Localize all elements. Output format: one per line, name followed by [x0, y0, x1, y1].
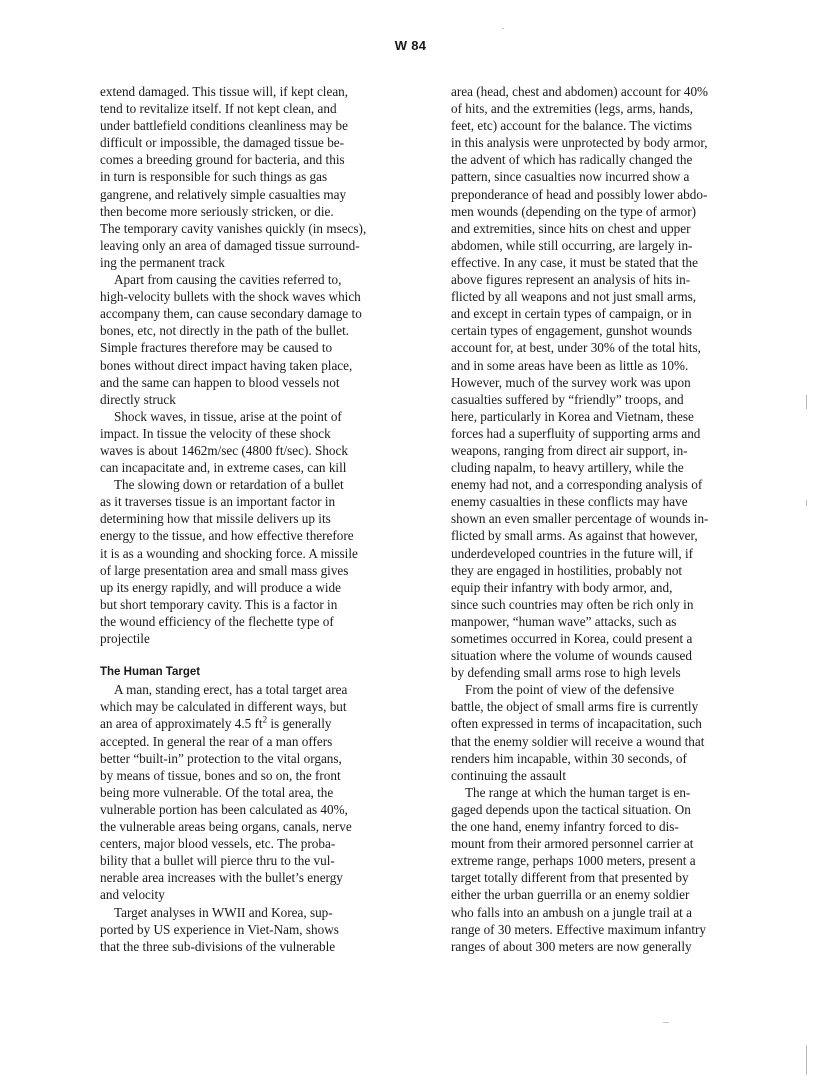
scan-mark — [806, 395, 807, 409]
text-line: in turn is responsible for such things as gas — [100, 169, 328, 185]
section-heading: The Human Target — [100, 666, 201, 679]
text-line: by means of tissue, bones and so on, the front — [100, 767, 341, 783]
text-line: either the urban guerrilla or an enemy soldier — [451, 887, 690, 903]
text-line: impact. In tissue the velocity of these shock — [100, 425, 331, 441]
text-line: the one hand, enemy infantry forced to dis- — [451, 819, 679, 835]
text-line: can incapacitate and, in extreme cases, can kill — [100, 460, 347, 476]
scan-mark — [806, 1045, 807, 1075]
text-line: here, particularly in Korea and Vietnam, these — [451, 408, 694, 424]
text-line: and velocity — [100, 887, 165, 903]
text-line: weapons, ranging from direct air support, in- — [451, 442, 688, 458]
text-line: preponderance of head and possibly lower abdo- — [451, 186, 708, 202]
text-line: situation where the volume of wounds caused — [451, 648, 692, 664]
text-line: The temporary cavity vanishes quickly (in msecs), — [100, 220, 367, 236]
text-line: that the enemy soldier will receive a wound that — [451, 733, 705, 749]
text-line: area (head, chest and abdomen) account for 40% — [451, 84, 709, 99]
text-line: range of 30 meters. Effective maximum infantry — [451, 921, 706, 937]
text-line: centers, major blood vessels, etc. The proba- — [100, 836, 336, 852]
text-line: account for, at best, under 30% of the total hits, — [451, 340, 701, 356]
scan-mark — [806, 500, 807, 506]
text-line: However, much of the survey work was upon — [451, 374, 691, 390]
text-line: A man, standing erect, has a total target area — [114, 682, 348, 698]
scan-speck — [663, 1022, 669, 1023]
left-column — [100, 83, 405, 955]
paragraph — [100, 681, 405, 903]
text-line: men wounds (depending on the type of armor) — [451, 203, 697, 219]
right-column — [451, 83, 763, 955]
text-line: underdeveloped countries in the future will, if — [451, 545, 694, 561]
text-line: gaged depends upon the tactical situation. On — [451, 801, 691, 817]
text-line: high-velocity bullets with the shock waves which — [100, 289, 361, 305]
text-line: the advent of which has radically changed the — [451, 152, 693, 168]
paragraph — [451, 784, 763, 955]
text-line: by defending small arms rose to high levels — [451, 665, 681, 681]
text-line: and in some areas have been as little as 10%. — [451, 357, 689, 373]
text-line: flicted by small arms. As against that however, — [451, 528, 698, 544]
text-line: up its energy rapidly, and will produce a wide — [100, 579, 341, 595]
text-line: then become more seriously stricken, or die. — [100, 203, 334, 219]
paragraph — [451, 681, 763, 784]
text-line: comes a breeding ground for bacteria, and this — [100, 152, 345, 168]
text-line: leaving only an area of damaged tissue surround- — [100, 237, 360, 253]
text-line: battle, the object of small arms fire is currently — [451, 699, 699, 715]
text-line: as it traverses tissue is an important factor in — [100, 494, 336, 510]
text-line: often expressed in terms of incapacitation, such — [451, 716, 702, 732]
text-line: extend damaged. This tissue will, if kept clean, — [100, 84, 349, 99]
text-line: under battlefield conditions cleanliness may be — [100, 118, 348, 134]
page-number: W 84 — [394, 38, 427, 53]
text-line: and the same can happen to blood vessels not — [100, 374, 340, 390]
paragraph — [100, 904, 405, 955]
text-line: mount from their armored personnel carrier at — [451, 836, 694, 852]
text-line: accepted. In general the rear of a man offers — [100, 733, 333, 749]
text-line: renders him incapable, within 30 seconds, of — [451, 750, 687, 766]
text-line: From the point of view of the defensive — [465, 682, 675, 698]
text-line: effective. In any case, it must be stated that the — [451, 254, 698, 270]
text-line — [100, 715, 405, 732]
text-line: accompany them, can cause secondary damage to — [100, 306, 362, 322]
paragraph — [100, 408, 405, 476]
text-line: sometimes occurred in Korea, could present a — [451, 631, 693, 646]
paragraph — [100, 83, 405, 271]
text-line: shown an even smaller percentage of wounds in- — [451, 511, 709, 527]
text-fragment: an area of approximately 4.5 ft — [100, 716, 263, 732]
text-line: tend to revitalize itself. If not kept clean, and — [100, 101, 337, 117]
text-line: difficult or impossible, the damaged tissue be- — [100, 135, 345, 151]
text-line: waves is about 1462m/sec (4800 ft/sec). Shock — [100, 442, 348, 458]
text-line: The range at which the human target is en- — [465, 784, 691, 800]
text-line: cluding napalm, to heavy artillery, while the — [451, 460, 684, 476]
text-line: the wound efficiency of the flechette type of — [100, 613, 334, 629]
text-line: it is as a wounding and shocking force. A missile — [100, 545, 358, 561]
text-line: vulnerable portion has been calculated as 40%, — [100, 801, 348, 817]
text-line: above figures represent an analysis of hits in- — [451, 272, 691, 288]
paragraph — [451, 83, 763, 681]
text-line: but short temporary cavity. This is a factor in — [100, 596, 338, 612]
text-line: Shock waves, in tissue, arise at the point of — [114, 408, 342, 424]
text-line: forces had a superfluity of supporting arms and — [451, 425, 701, 441]
text-line: certain types of engagement, gunshot wounds — [451, 323, 692, 339]
text-line: casualties suffered by “friendly” troops, and — [451, 391, 684, 407]
text-fragment: is generally — [267, 716, 332, 732]
text-line: The slowing down or retardation of a bullet — [114, 477, 344, 493]
text-line: who falls into an ambush on a jungle trail at a — [451, 904, 692, 920]
text-line: bility that a bullet will pierce thru to the vul- — [100, 853, 335, 869]
text-line: pattern, since casualties now incurred show a — [451, 169, 690, 185]
text-line: bones, etc, not directly in the path of the bullet. — [100, 323, 350, 339]
spacer — [100, 647, 405, 664]
text-line: abdomen, while still occurring, are largely in- — [451, 237, 693, 253]
text-line: which may be calculated in different ways, but — [100, 699, 347, 715]
text-line: and except in certain types of campaign, or in — [451, 306, 692, 322]
text-line: being more vulnerable. Of the total area, the — [100, 784, 334, 800]
text-line: feet, etc) account for the balance. The victims — [451, 118, 693, 134]
text-line: extreme range, perhaps 1000 meters, present a — [451, 853, 696, 869]
text-line: ported by US experience in Viet-Nam, shows — [100, 921, 339, 937]
text-line: they are engaged in hostilities, probably not — [451, 562, 683, 578]
text-line: ing the permanent track — [100, 254, 225, 270]
text-line: projectile — [100, 631, 150, 646]
text-line: bones without direct impact having taken place, — [100, 357, 353, 373]
text-line: in this analysis were unprotected by body armor, — [451, 135, 708, 151]
scan-speck — [502, 28, 504, 29]
text-line: manpower, “human wave” attacks, such as — [451, 613, 677, 629]
text-line: and extremities, since hits on chest and upper — [451, 220, 691, 236]
text-line: of hits, and the extremities (legs, arms, hands, — [451, 101, 694, 117]
text-line: of large presentation area and small mass gives — [100, 562, 349, 578]
superscript: 2 — [262, 715, 268, 726]
paragraph — [100, 271, 405, 408]
text-line: enemy casualties in these conflicts may have — [451, 494, 688, 510]
text-line: nerable area increases with the bullet’s energy — [100, 870, 343, 886]
text-line: equip their infantry with body armor, and, — [451, 579, 673, 595]
text-line: directly struck — [100, 391, 176, 407]
text-line: determining how that missile delivers up its — [100, 511, 331, 527]
text-line: ranges of about 300 meters are now generally — [451, 938, 692, 954]
text-line: Target analyses in WWII and Korea, sup- — [114, 904, 333, 920]
text-line: since such countries may often be rich only in — [451, 596, 694, 612]
text-line: Apart from causing the cavities referred to, — [114, 272, 342, 288]
text-line: flicted by all weapons and not just small arms, — [451, 289, 697, 305]
text-line: energy to the tissue, and how effective therefore — [100, 528, 354, 544]
text-line: Simple fractures therefore may be caused to — [100, 340, 333, 356]
text-line: better “built-in” protection to the vital organs, — [100, 750, 342, 766]
text-line: gangrene, and relatively simple casualties may — [100, 186, 347, 202]
text-line: enemy had not, and a corresponding analysis of — [451, 477, 703, 493]
text-line: the vulnerable areas being organs, canals, nerve — [100, 819, 352, 835]
text-line: that the three sub-divisions of the vulnerable — [100, 938, 336, 954]
text-line: continuing the assault — [451, 767, 567, 783]
paragraph — [100, 476, 405, 647]
text-line: target totally different from that presented by — [451, 870, 689, 886]
